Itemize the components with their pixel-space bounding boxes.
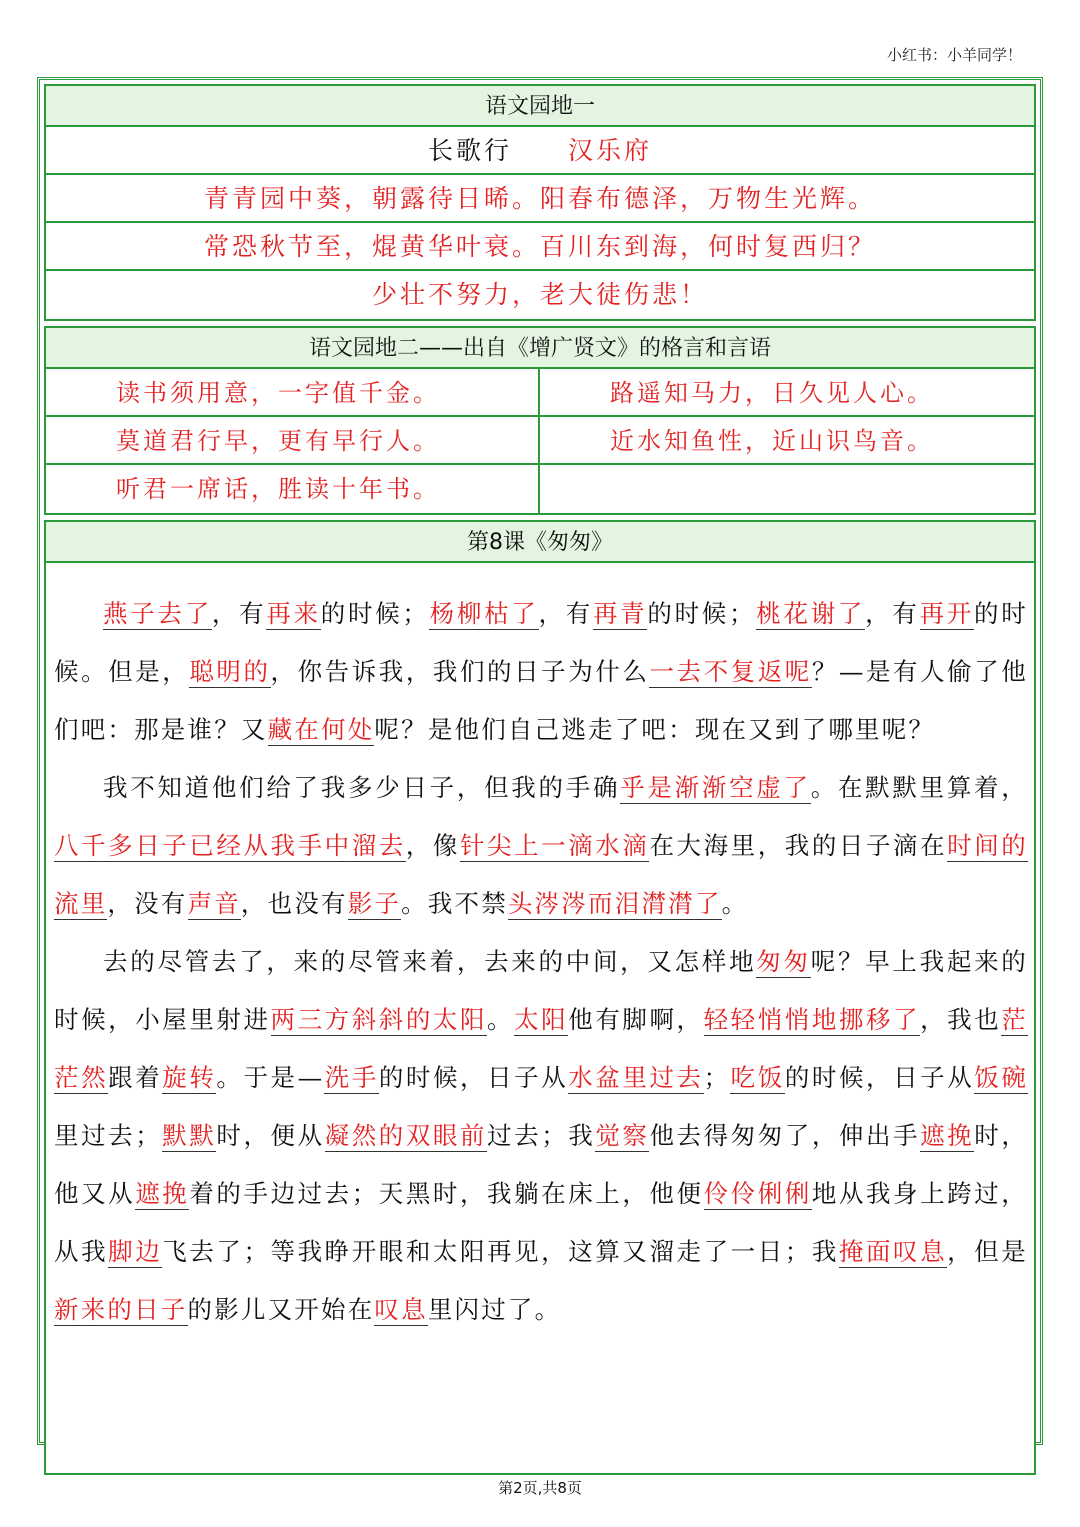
text-run: 的影儿又开始在	[187, 1295, 375, 1324]
poem-line: 少壮不努力，老大徒伤悲！	[371, 280, 708, 309]
section-lesson-8	[44, 520, 1036, 1475]
key-phrase: 旋转	[162, 1063, 217, 1092]
key-phrase: 轻轻悄悄地挪移了	[703, 1005, 921, 1034]
text-run: 里闪过了。	[427, 1295, 562, 1324]
key-phrase: 燕子去了	[103, 599, 212, 628]
key-phrase: 叹息	[374, 1295, 428, 1324]
key-phrase: 茫茫然	[54, 1005, 1028, 1092]
text-run: 的时候，日子从	[378, 1063, 569, 1092]
key-phrase: 吃饭	[730, 1063, 785, 1092]
text-run: 他去得匆匆了，伸出手	[649, 1121, 921, 1150]
text-run: ；	[703, 1063, 731, 1092]
poem-line: 常恐秋节至，焜黄华叶衰。百川东到海，何时复西归？	[46, 223, 1034, 271]
paragraph	[54, 933, 1028, 1339]
key-phrase: 掩面叹息	[838, 1237, 948, 1266]
text-run: 着的手边过去；天黑时，我躺在床上，他便	[189, 1179, 704, 1208]
section-yuwen-yuandi-1	[44, 84, 1036, 321]
section-header: 语文园地二——出自《增广贤文》的格言和言语	[46, 328, 1034, 369]
paragraph	[54, 759, 1028, 933]
key-phrase: 时间的流里	[54, 831, 1028, 918]
proverb-cell-empty	[540, 465, 1034, 513]
poem-line: 青青园中葵，朝露待日晞。阳春布德泽，万物生光辉。	[46, 175, 1034, 223]
text-run: ，你告诉我，我们的日子为什么	[270, 657, 650, 686]
poem-title-row	[46, 127, 1034, 175]
proverb-cell: 路遥知马力，日久见人心。	[540, 369, 1034, 417]
text-run: 的时候；	[320, 599, 430, 628]
section-header: 语文园地一	[46, 86, 1034, 127]
text-run: 去的尽管去了，来的尽管来着，去来的中间，又怎样地	[103, 947, 757, 976]
text-run: 飞去了；等我睁开眼和太阳再见，这算又溜走了一日；我	[162, 1237, 839, 1266]
lesson-text	[46, 563, 1034, 1473]
key-phrase: 再来	[266, 599, 321, 628]
key-phrase: 八千多日子已经从我手中溜去	[54, 831, 406, 860]
text-run: ，有	[538, 599, 593, 628]
key-phrase: 饭碗	[974, 1063, 1029, 1092]
text-run: 的时候。但是，	[54, 599, 1028, 686]
key-phrase: 洗手	[324, 1063, 379, 1092]
key-phrase: 声音	[187, 889, 241, 918]
key-phrase: 针尖上一滴水滴	[459, 831, 650, 860]
paragraph	[54, 585, 1028, 759]
text-run: 时，他又从	[54, 1121, 1029, 1208]
key-phrase: 一去不复返呢	[649, 657, 812, 686]
key-phrase: 乎是渐渐空虚了	[620, 773, 811, 802]
text-run: 在大海里，我的日子滴在	[649, 831, 948, 860]
text-run: ，也没有	[240, 889, 348, 918]
text-run: 他有脚啊，	[568, 1005, 704, 1034]
text-run: 。我不禁	[401, 889, 508, 918]
key-phrase: 伶伶俐俐	[703, 1179, 812, 1208]
proverb-cell: 读书须用意，一字值千金。	[46, 369, 540, 417]
key-phrase: 再开	[919, 599, 974, 628]
text-run: ，我也	[920, 1005, 1002, 1034]
text-run: 我不知道他们给了我多少日子，但我的手确	[103, 773, 621, 802]
key-phrase: 遮挽	[920, 1121, 975, 1150]
text-run: 。于是—	[216, 1063, 325, 1092]
page-number: 第2页,共8页	[498, 1479, 582, 1497]
key-phrase: 两三方斜斜的太阳	[270, 1005, 488, 1034]
text-run: 。	[487, 1005, 515, 1034]
text-run: 地从我身上跨过，从我	[54, 1179, 1028, 1266]
text-run: ，有	[211, 599, 267, 628]
text-run: ，像	[405, 831, 460, 860]
key-phrase: 凝然的双眼前	[324, 1121, 488, 1150]
key-phrase: 脚边	[108, 1237, 163, 1266]
text-run: 过去；我	[487, 1121, 596, 1150]
text-run: 时，便从	[216, 1121, 325, 1150]
section-yuwen-yuandi-2	[44, 326, 1036, 515]
text-run: 的时候，日子从	[784, 1063, 975, 1092]
key-phrase: 再青	[592, 599, 648, 628]
text-run: ，但是	[947, 1237, 1029, 1266]
text-run: ？—是有人偷了他们吧：那是谁？又	[54, 657, 1028, 744]
key-phrase: 水盆里过去	[568, 1063, 704, 1092]
page-frame	[37, 77, 1043, 1445]
proverb-cell: 近水知鱼性，近山识鸟音。	[540, 417, 1034, 465]
text-run: 呢？是他们自己逃走了吧：现在又到了哪里呢？	[374, 715, 936, 744]
section-header: 第8课《匆匆》	[46, 522, 1034, 563]
poem-title: 长歌行	[427, 136, 512, 165]
key-phrase: 桃花谢了	[755, 599, 866, 628]
text-run: 呢？早上我起来的时候，小屋里射进	[54, 947, 1028, 1034]
proverb-grid	[46, 369, 1034, 513]
text-run: 。在默默里算着，	[810, 773, 1028, 802]
proverb-cell: 莫道君行早，更有早行人。	[46, 417, 540, 465]
text-run: ，有	[865, 599, 920, 628]
key-phrase: 影子	[347, 889, 402, 918]
text-run: 的时候；	[647, 599, 756, 628]
watermark: 小红书：小羊同学！	[886, 46, 1022, 64]
key-phrase: 头涔涔而泪潸潸了	[507, 889, 722, 918]
text-run: 里过去；	[54, 1121, 162, 1150]
key-phrase: 聪明的	[189, 657, 271, 686]
key-phrase: 新来的日子	[54, 1295, 188, 1324]
text-run: 跟着	[108, 1063, 163, 1092]
key-phrase: 太阳	[514, 1005, 569, 1034]
key-phrase: 匆匆	[756, 947, 811, 976]
key-phrase: 默默	[161, 1121, 217, 1150]
key-phrase: 遮挽	[135, 1179, 190, 1208]
key-phrase: 藏在何处	[267, 715, 375, 744]
key-phrase: 觉察	[595, 1121, 650, 1150]
key-phrase: 杨柳枯了	[429, 599, 539, 628]
poem-author: 汉乐府	[568, 136, 653, 165]
proverb-cell: 听君一席话，胜读十年书。	[46, 465, 540, 513]
text-run: 。	[721, 889, 749, 918]
text-run: ，没有	[107, 889, 188, 918]
